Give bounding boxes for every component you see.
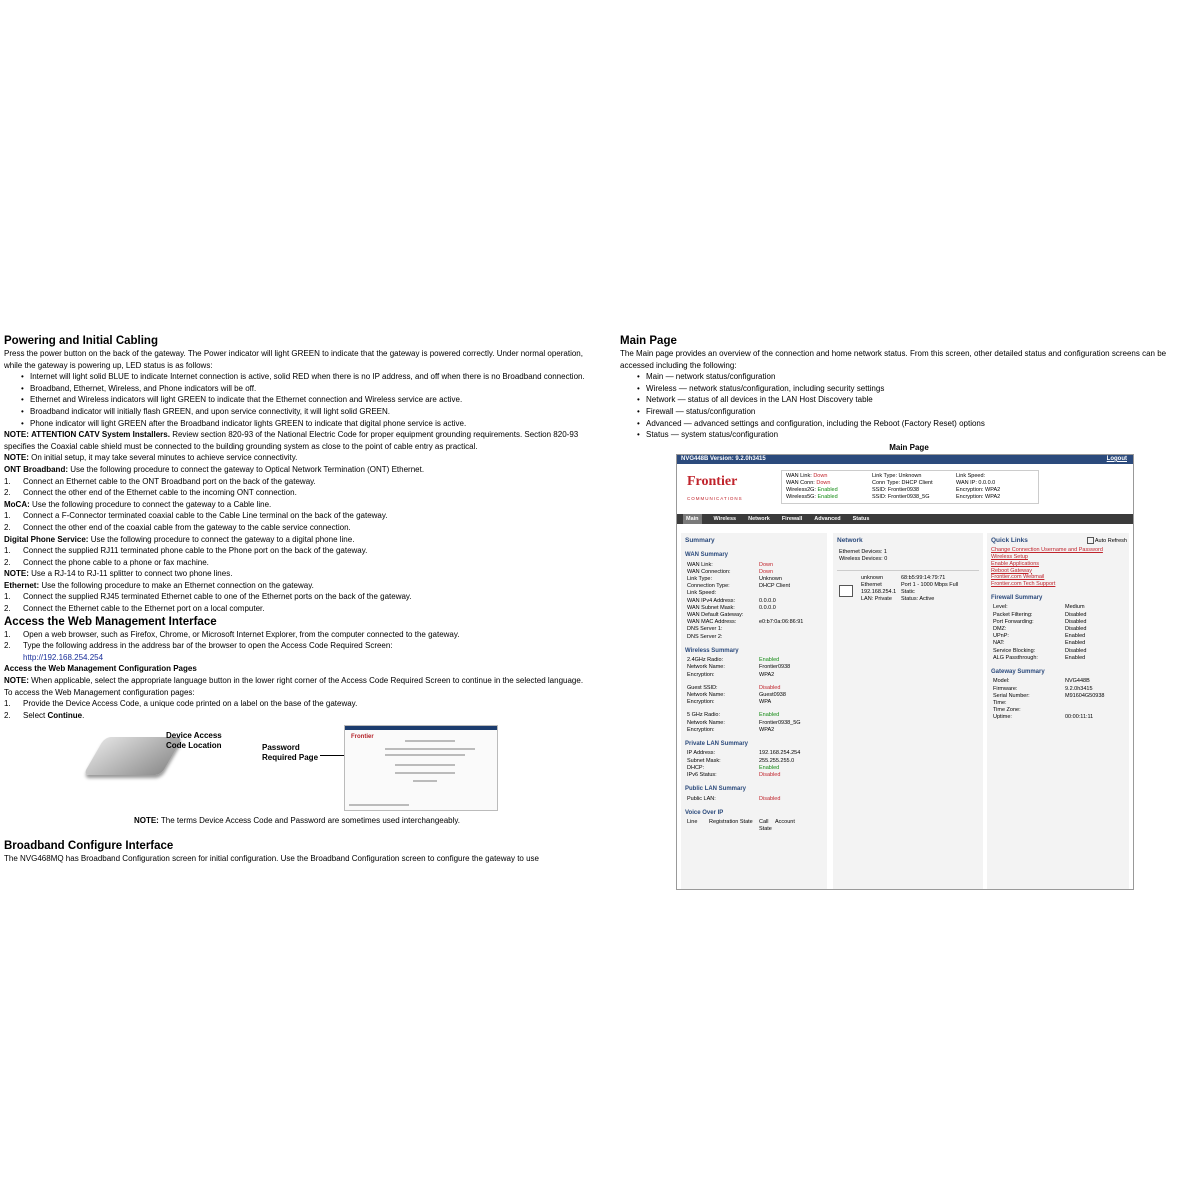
list-item: 1. Connect an Ethernet cable to the ONT Broadband port on the back of the gateway. [4, 476, 316, 486]
list-item: 1. Connect a F-Connector terminated coaxial cable to the Cable Line terminal on the back of the gateway. [4, 511, 388, 521]
voip-header: Line Registration State Call State Account [687, 819, 795, 833]
kv-row: Time: [993, 699, 1007, 706]
note-splitter: NOTE: Use a RJ-14 to RJ-11 splitter to connect two phone lines. [4, 569, 233, 579]
led-status-list [4, 371, 590, 429]
list-item: • Advanced — advanced settings and configuration, including the Reboot (Factory Reset) options [646, 418, 1198, 430]
note-initial-setup: NOTE: On initial setup, it may take several minutes to achieve service connectivity. [4, 453, 298, 463]
quick-links-title: Quick Links Auto Refresh [991, 536, 1127, 544]
list-item: • Firewall — status/configuration [646, 406, 1198, 418]
wl-rows [681, 657, 827, 734]
version-bar [677, 455, 1133, 464]
frontier-logo-sub: COMMUNICATIONS [687, 495, 743, 501]
left-column [4, 334, 590, 865]
kv-row: ALG Passthrough: Enabled [993, 654, 1086, 661]
list-item: 1. Provide the Device Access Code, a unique code printed on a label on the base of the gateway. [4, 699, 358, 709]
tab-wireless[interactable]: Wireless [713, 515, 737, 522]
kv-row: Subnet Mask: 255.255.255.0 [687, 757, 795, 764]
logout-link[interactable]: Logout [1106, 455, 1127, 462]
broadband-intro: The NVG468MQ has Broadband Configuration screen for initial configuration. Use the Broadband Configuration screen to configure the gateway to use [4, 854, 539, 864]
kv-row: Packet Filtering: Disabled [993, 611, 1087, 618]
kv-row: Encryption: WPA2 [687, 671, 775, 678]
kv-row: Connection Type: DHCP Client [687, 583, 791, 590]
arrow [320, 755, 346, 756]
kv-row: Time Zone: [993, 707, 1021, 714]
link-enable-applications[interactable]: Enable Applications [991, 560, 1040, 567]
tab-advanced[interactable]: Advanced [814, 515, 841, 522]
section-title-broadband: Broadband Configure Interface [4, 840, 174, 853]
kv-row: Link Type: Unknown [687, 575, 782, 582]
gateway-summary-title: Gateway Summary [991, 668, 1045, 675]
status-col-3: Link Speed: WAN IP: 0.0.0.0 Encryption: WPA2 Encryption: WPA2 [956, 472, 1001, 501]
auto-refresh-label: Auto Refresh [1094, 537, 1127, 544]
ont-heading: ONT Broadband: Use the following procedure to connect the gateway to Optical Network Termination (ONT) Ethernet. [4, 464, 425, 474]
kv-row: WAN Link: Down [687, 561, 774, 568]
section-title-web-management: Access the Web Management Interface [4, 615, 217, 628]
nav-bar [677, 514, 1133, 524]
list-item: • Internet will light solid BLUE to indicate Internet connection is active, solid RED when there is no IP address, and off when there is no Broadband connection. [30, 371, 590, 383]
link-wireless-setup[interactable]: Wireless Setup [991, 553, 1028, 560]
tab-main[interactable]: Main [683, 514, 702, 524]
list-item: 2. Connect the Ethernet cable to the Ethernet port on a local computer. [4, 604, 265, 614]
computer-icon [839, 585, 853, 597]
kv-row: DHCP: Enabled [687, 764, 780, 771]
fw-rows [987, 604, 1129, 662]
voip-title: Voice Over IP [685, 809, 724, 816]
kv-row: DNS Server 2: [687, 633, 723, 640]
subheading-config-pages: Access the Web Management Configuration Pages [4, 664, 197, 674]
password-required-caption: Password Required Page [262, 743, 319, 763]
list-item: 1. Connect the supplied RJ11 terminated phone cable to the Phone port on the back of the gateway. [4, 546, 368, 556]
network-pane [833, 533, 983, 889]
kv-row: Encryption: WPA2 [687, 726, 775, 733]
kv-row: IP Address: 192.168.254.254 [687, 750, 801, 757]
list-item: 2. Connect the other end of the Ethernet cable to the incoming ONT connection. [4, 488, 297, 498]
list-item: • Wireless — network status/configuration, including security settings [646, 383, 1198, 395]
powering-intro: Press the power button on the back of the gateway. The Power indicator will light GREEN to indicate that the gateway is powered correctly. Under normal operation, while the gateway is powering up, LED status is as follows: [4, 349, 583, 370]
tab-firewall[interactable]: Firewall [781, 515, 803, 522]
header [677, 464, 1133, 514]
list-item: • Main — network status/configuration [646, 371, 1198, 383]
frontier-logo: Frontier [687, 473, 738, 489]
firewall-summary-title: Firewall Summary [991, 594, 1043, 601]
link-change-credentials[interactable]: Change Connection Username and Password [991, 547, 1103, 554]
list-item: • Phone indicator will light GREEN after the Broadband indicator lights GREEN to indicate that digital phone service is active. [30, 418, 590, 430]
kv-row: 2.4GHz Radio: Enabled [687, 657, 780, 664]
list-item: 2. Connect the other end of the coaxial cable from the gateway to the cable service connection. [4, 522, 351, 532]
tab-network[interactable]: Network [748, 515, 770, 522]
kv-row: Firmware: 9.2.0h3415 [993, 685, 1093, 692]
moca-heading: MoCA: Use the following procedure to connect the gateway to a Cable line. [4, 499, 272, 509]
wan-rows [681, 562, 827, 641]
tab-status[interactable]: Status [852, 515, 870, 522]
kv-row: UPnP: Enabled [993, 633, 1086, 640]
gw-rows [987, 678, 1129, 721]
summary-title: Summary [685, 536, 715, 544]
kv-row: Port Forwarding: Disabled [993, 618, 1087, 625]
kv-row: Serial Number: M91604G50938 [993, 692, 1105, 699]
note-language: NOTE: When applicable, select the appropriate language button in the lower right corner of the Access Code Required Screen to continue in the selected language. [4, 676, 584, 686]
status-col-2: Link Type: Unknown Conn Type: DHCP Client SSID: Frontier0938 SSID: Frontier0938_5G [872, 472, 933, 501]
router-screenshot [676, 454, 1134, 890]
list-item: 1. Open a web browser, such as Firefox, Chrome, or Microsoft Internet Explorer, from the computer connected to the gateway. [4, 629, 460, 639]
ethernet-devices: Ethernet Devices: 1 [839, 549, 887, 556]
kv-row: IPv6 Status: Disabled [687, 772, 781, 779]
main-page-intro: The Main page provides an overview of the connection and home network status. From this screen, other detailed status and configuration screens can be accessed including the following: [620, 349, 1167, 370]
kv-row: Model: NVG448B [993, 678, 1090, 685]
frontier-logo: Frontier [351, 734, 374, 741]
wireless-devices: Wireless Devices: 0 [839, 556, 888, 563]
auto-refresh-checkbox[interactable] [1087, 537, 1094, 544]
main-page-list [620, 371, 1198, 441]
list-item: 2. Type the following address in the address bar of the browser to open the Access Code Required Screen: [4, 641, 393, 651]
device-access-code-caption: Device Access Code Location [166, 731, 222, 751]
list-item: • Network — status of all devices in the LAN Host Discovery table [646, 394, 1198, 406]
quick-links-pane [987, 533, 1129, 889]
kv-row: DMZ: Disabled [993, 625, 1087, 632]
kv-row: Encryption: WPA [687, 699, 772, 706]
public-lan-title: Public LAN Summary [685, 786, 747, 793]
list-item: 1. Connect the supplied RJ45 terminated Ethernet cable to one of the Ethernet ports on the back of the gateway. [4, 592, 412, 602]
kv-row: WAN MAC Address: e0:b7:0a:06:86:91 [687, 619, 804, 626]
list-item: • Ethernet and Wireless indicators will light GREEN to indicate that the Ethernet connection and Wireless service are active. [30, 394, 590, 406]
wan-summary-title: WAN Summary [685, 552, 729, 559]
kv-row: 5 GHz Radio: Enabled [687, 712, 780, 719]
access-intro: To access the Web Management configuration pages: [4, 687, 195, 697]
ethernet-heading: Ethernet: Use the following procedure to make an Ethernet connection on the gateway. [4, 580, 314, 590]
kv-row: Network Name: Frontier0938 [687, 664, 791, 671]
list-item: 2. Connect the phone cable to a phone or fax machine. [4, 557, 209, 567]
network-title: Network [837, 536, 863, 544]
list-item: • Status — system status/configuration [646, 429, 1198, 441]
kv-row: Uptime: 00:00:11:11 [993, 714, 1094, 721]
kv-row: Network Name: Guest0938 [687, 692, 786, 699]
kv-row: WAN IPv4 Address: 0.0.0.0 [687, 597, 776, 604]
list-item: 2. Select Continue. [4, 710, 85, 720]
access-code-figure [4, 725, 590, 813]
note-catv: NOTE: ATTENTION CATV System Installers. Review section 820-93 of the National Electric Code for proper equipment grounding requirements. Section 820-93 specifies the Coaxial cable shield must be connected to the building grounding system as close to the point of cable entry as practical. [4, 430, 579, 451]
kv-row: NAT: Enabled [993, 640, 1086, 647]
status-col-1: WAN Link: Down WAN Conn: Down Wireless2G: Enabled Wireless5G: Enabled [786, 472, 838, 501]
password-page-thumbnail [344, 725, 498, 811]
list-item: • Broadband, Ethernet, Wireless, and Phone indicators will be off. [30, 383, 590, 395]
section-title-main-page: Main Page [620, 335, 677, 347]
kv-row: Service Blocking: Disabled [993, 647, 1087, 654]
kv-row: WAN Subnet Mask: 0.0.0.0 [687, 604, 776, 611]
figure-title: Main Page [889, 442, 929, 452]
note-interchangeable: NOTE: The terms Device Access Code and Password are sometimes used interchangeably. [133, 816, 461, 826]
wireless-summary-title: Wireless Summary [685, 647, 739, 654]
kv-row: Level: Medium [993, 604, 1085, 611]
kv-row: DNS Server 1: [687, 626, 723, 633]
section-title-powering: Powering and Initial Cabling [4, 335, 158, 347]
kv-row: WAN Default Gateway: [687, 611, 744, 618]
device-entry[interactable]: unknown Ethernet 192.168.254.1 LAN: Private 68:b5:99:14:79:71 Port 1 - 1000 Mbps Full Static Status: Active [837, 570, 979, 615]
summary-pane [681, 533, 827, 889]
gateway-url-link[interactable]: http://192.168.254.254 [23, 652, 104, 662]
version-label: NVG448B Version: 9.2.0h3415 [681, 455, 766, 462]
status-box [781, 470, 1039, 504]
phone-heading: Digital Phone Service: Use the following procedure to connect the gateway to a digital phone line. [4, 534, 355, 544]
list-item: • Broadband indicator will initially flash GREEN, and upon service connectivity, it will light solid GREEN. [30, 406, 590, 418]
public-lan-row: Public LAN: Disabled [687, 795, 781, 802]
link-reboot-gateway[interactable]: Reboot Gateway [991, 567, 1032, 574]
link-webmail[interactable]: Frontier.com Webmail [991, 574, 1045, 581]
kv-row: Guest SSID: Disabled [687, 684, 781, 691]
kv-row: Link Speed: [687, 590, 717, 597]
right-column [620, 334, 1198, 890]
link-tech-support[interactable]: Frontier.com Tech Support [991, 581, 1056, 588]
priv-rows [681, 750, 827, 779]
kv-row: WAN Connection: Down [687, 568, 774, 575]
private-lan-title: Private LAN Summary [685, 741, 749, 748]
kv-row: Network Name: Frontier0938_5G [687, 719, 801, 726]
